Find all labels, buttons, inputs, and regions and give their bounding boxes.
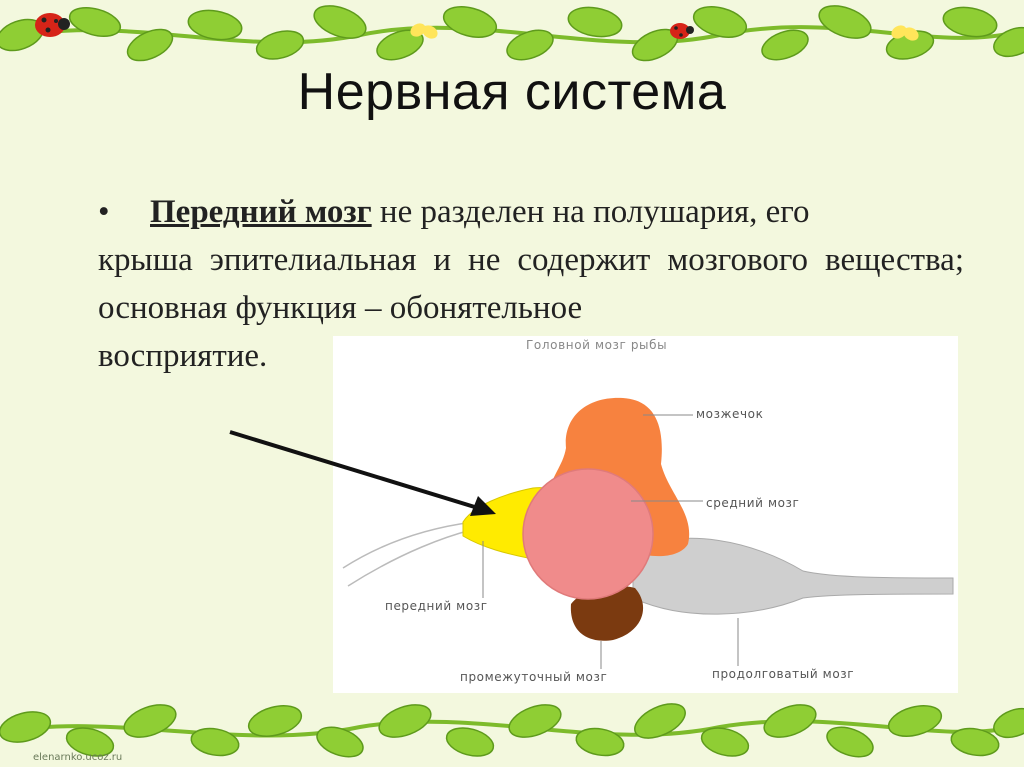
bullet-symbol: •: [98, 194, 110, 230]
top-leaf-border: [0, 0, 1024, 70]
term-forebrain: Передний мозг: [150, 194, 372, 230]
olfactory-nerve-line: [348, 530, 471, 586]
midbrain-shape: [523, 469, 653, 599]
bullet-first-line: [98, 188, 964, 236]
label-midbrain: средний мозг: [706, 496, 800, 510]
olfactory-nerve-line: [343, 522, 473, 568]
fish-brain-figure: [333, 336, 958, 693]
label-diencephalon: промежуточный мозг: [460, 670, 608, 684]
bullet-text-middle: крыша эпителиальная и не содержит мозгового вещества; основная функция – обонятельное: [98, 242, 964, 326]
bullet-text-line1: не разделен на полушария, его: [371, 194, 810, 230]
site-credit: elenarnko.ucoz.ru: [33, 752, 123, 763]
label-forebrain: передний мозг: [385, 599, 488, 613]
bottom-leaf-border: [0, 697, 1024, 767]
page-title: Нервная система: [297, 63, 727, 121]
label-cerebellum: мозжечок: [696, 407, 764, 421]
bullet-text-last: восприятие.: [98, 338, 268, 374]
figure-title: Головной мозг рыбы: [526, 338, 668, 352]
fish-brain-diagram: [333, 336, 958, 693]
label-medulla: продолговатый мозг: [712, 667, 855, 681]
